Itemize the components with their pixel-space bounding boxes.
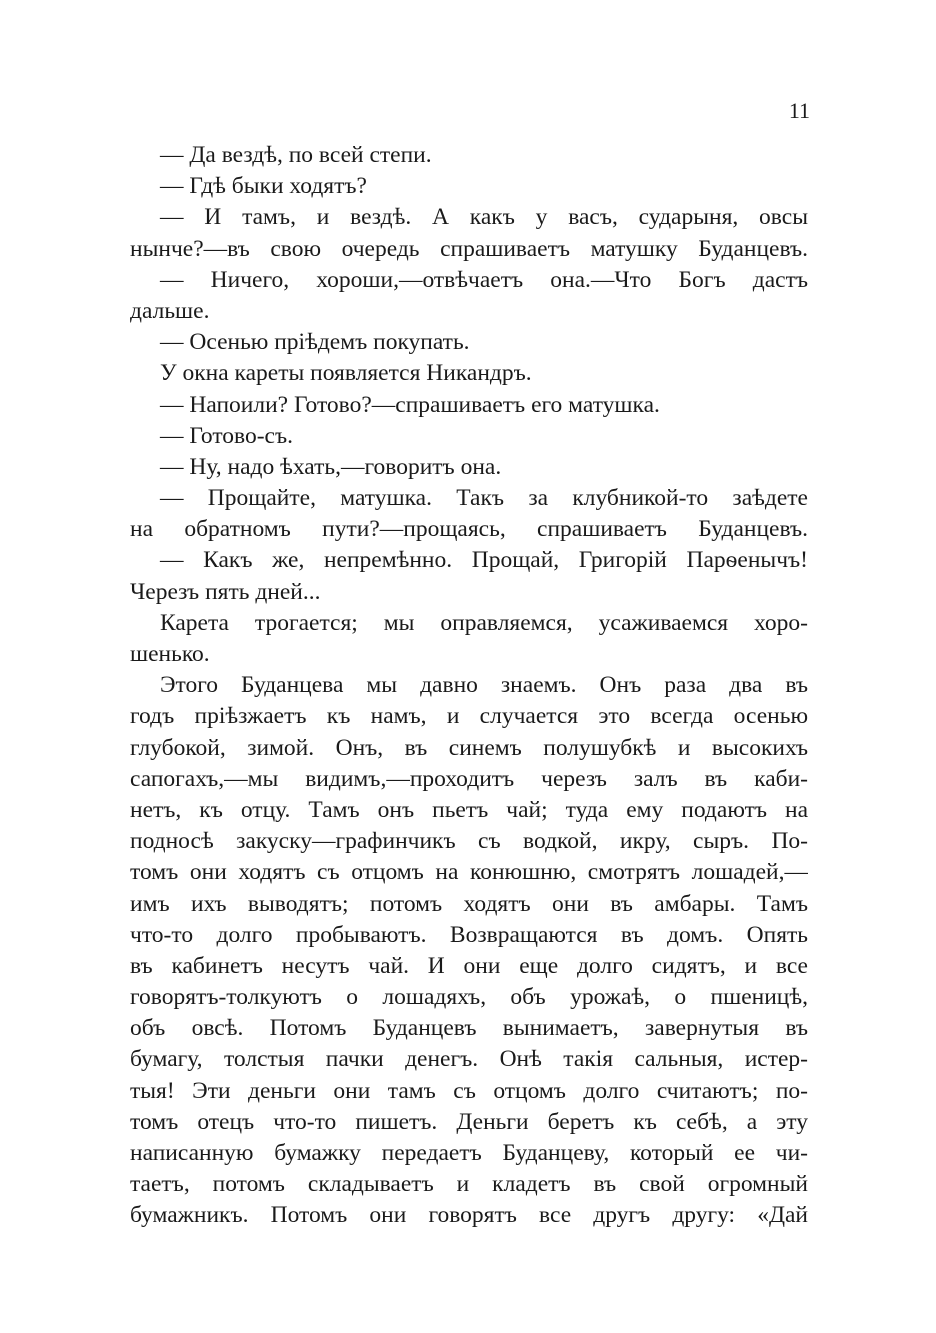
text-line: — И тамъ, и вездѣ. А какъ у васъ, сударыня, овсы (160, 204, 808, 231)
text-line: бумажникъ. Потомъ они говорятъ все другъ другу: «Дай (130, 1202, 808, 1229)
text-line: сапогахъ,—мы видимъ,—проходитъ черезъ залъ въ каби- (130, 765, 808, 792)
body-text (130, 140, 808, 1232)
text-line: — Гдѣ быки ходятъ? (160, 173, 367, 200)
text-line: бумагу, толстыя пачки денегъ. Онѣ такія сальныя, истер- (130, 1046, 808, 1073)
text-line: таетъ, потомъ складываетъ и кладетъ въ свой огромный (130, 1171, 808, 1198)
text-line: имъ ихъ выводятъ; потомъ ходятъ они въ амбары. Тамъ (130, 890, 808, 917)
text-line: томъ они ходятъ съ отцомъ на конюшню, смотрятъ лошадей,— (130, 859, 808, 886)
text-line: У окна кареты появляется Никандръ. (160, 360, 532, 387)
text-line: тыя! Эти деньги они тамъ съ отцомъ долго считаютъ; по- (130, 1077, 808, 1104)
text-line: — Готово-съ. (160, 422, 294, 449)
text-line: — Ничего, хороши,—отвѣчаетъ она.—Что Богъ дастъ (160, 266, 808, 293)
text-line: — Да вездѣ, по всей степи. (160, 142, 432, 168)
text-line: томъ отецъ что-то пишетъ. Деньги беретъ къ себѣ, а эту (130, 1108, 808, 1135)
text-line: Черезъ пять дней... (130, 578, 321, 605)
text-line: шенько. (130, 641, 210, 667)
text-line: годъ пріѣзжаетъ къ намъ, и случается это всегда осенью (130, 703, 808, 730)
text-line: — Напоили? Готово?—спрашиваетъ его матушка. (160, 391, 660, 418)
text-line: глубокой, зимой. Онъ, въ синемъ полушубкѣ и высокихъ (130, 734, 808, 761)
page-number: 11 (788, 98, 810, 123)
text-line: въ кабинетъ несутъ чай. И они еще долго сидятъ, и все (130, 952, 808, 979)
text-line: говорятъ-толкуютъ о лошадяхъ, объ урожаѣ, о пшеницѣ, (130, 984, 808, 1011)
text-line: нетъ, къ отцу. Тамъ онъ пьетъ чай; туда ему подаютъ на (130, 796, 808, 823)
text-line: — Какъ же, непремѣнно. Прощай, Григорій Парѳенычъ! (160, 547, 808, 574)
text-line: дальше. (130, 297, 210, 324)
text-line: нынче?—въ свою очередь спрашиваетъ матушку Буданцевъ. (130, 235, 808, 262)
text-line: — Осенью пріѣдемъ покупать. (160, 329, 470, 356)
text-line: подносѣ закуску—графинчикъ съ водкой, икру, сыръ. По- (130, 828, 808, 855)
text-line: — Прощайте, матушка. Такъ за клубникой-то заѣдете (160, 485, 808, 512)
text-line: Карета трогается; мы оправляемся, усаживаемся хоро- (160, 609, 808, 636)
text-line: написанную бумажку передаетъ Буданцеву, который ее чи- (130, 1140, 808, 1166)
text-line: что-то долго пробываютъ. Возвращаются въ домъ. Опять (130, 921, 808, 948)
text-line: объ овсѣ. Потомъ Буданцевъ вынимаетъ, завернутыя въ (130, 1015, 808, 1042)
text-line: — Ну, надо ѣхать,—говоритъ она. (160, 453, 502, 480)
text-line: Этого Буданцева мы давно знаемъ. Онъ раза два въ (160, 672, 808, 699)
text-line: на обратномъ пути?—прощаясь, спрашиваетъ Буданцевъ. (130, 516, 808, 543)
